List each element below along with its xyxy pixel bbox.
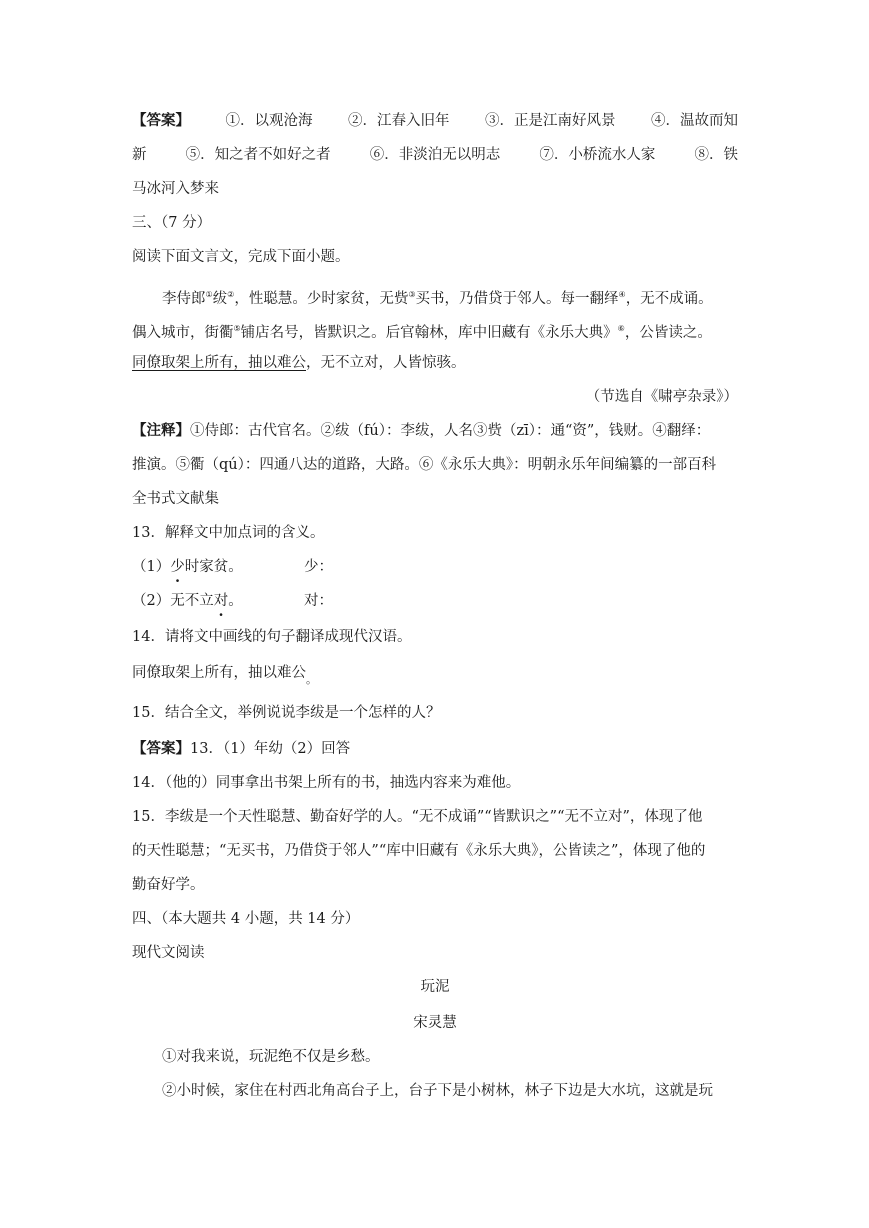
answer-item: ⑧．铁 <box>694 147 738 163</box>
answer-item: ③．正是江南好风景 <box>485 113 616 129</box>
question-14-sentence: 同僚取架上所有，抽以难公$_。$ <box>132 665 317 686</box>
notes-line-2: 推演。⑤衢（qú）：四通八达的道路，大路。⑥《永乐大典》：明朝永乐年间编纂的一部百科 <box>132 457 717 473</box>
answer-item: ①．以观沧海 <box>225 113 313 129</box>
notes-line-3: 全书式文献集 <box>132 491 219 507</box>
paragraph-1: ①对我来说，玩泥绝不仅是乡愁。 <box>162 1049 380 1065</box>
article-author: 宋灵慧 <box>413 1015 457 1031</box>
instruction: 阅读下面文言文，完成下面小题。 <box>132 249 350 265</box>
answer-15-line-2: 的天性聪慧；“无买书，乃借贷于邻人”“库中旧藏有《永乐大典》，公皆读之”，体现了他的 <box>132 843 706 859</box>
poetry-answer-line-1 <box>132 110 738 132</box>
answer-15-line-3: 勤奋好学。 <box>132 877 205 893</box>
source-citation: （节选自《啸亭杂录》） <box>585 389 738 405</box>
passage-line-1: 李侍郎①绂②，性聪慧。少时家贫，无赀③买书，乃借贷于邻人。每一翻绎④，无不成诵。 <box>162 290 713 307</box>
answer-item: ⑦．小桥流水人家 <box>539 147 656 163</box>
section-heading: 四、（本大题共 4 小题，共 14 分） <box>132 911 360 927</box>
question-15: 15．结合全文，举例说说李绂是一个怎样的人？ <box>132 705 441 721</box>
question-14: 14．请将文中画线的句子翻译成现代汉语。 <box>132 629 412 645</box>
question-13-2: （2）无不立对。 <box>132 593 243 609</box>
article-title: 玩泥 <box>420 979 450 995</box>
poetry-answer-line-2 <box>132 144 738 166</box>
answer-blank-13-1: 少： <box>304 559 333 575</box>
passage-line-2: 偶入城市，街衢⑤铺店名号，皆默识之。后官翰林，库中旧藏有《永乐大典》⑥，公皆读之。 <box>132 324 712 341</box>
dotted-word: 对 <box>213 593 229 609</box>
section-subheading: 现代文阅读 <box>132 945 205 961</box>
question-13: 13．解释文中加点词的含义。 <box>132 525 325 541</box>
answer-item: 马冰河入梦来 <box>132 181 219 197</box>
question-13-1: （1）少时家贫。 <box>132 559 243 575</box>
answer-14: 14．（他的）同事拿出书架上所有的书，抽选内容来为难他。 <box>132 775 521 791</box>
passage-line-3: 同僚取架上所有，抽以难公，无不立对，人皆惊骇。 <box>132 355 466 371</box>
underlined-sentence: 同僚取架上所有，抽以难公 <box>132 355 306 371</box>
answer-13: 【答案】13．（1）年幼（2）回答 <box>132 740 351 757</box>
section-heading: 三、（7 分） <box>132 215 212 231</box>
answer-blank-13-2: 对： <box>304 593 333 609</box>
notes-line-1: 【注释】①侍郎：古代官名。②绂（fú）：李绂，人名③赀（zī）：通“资”，钱财。④翻绎： <box>132 422 711 439</box>
answer-item: ⑤．知之者不如好之者 <box>185 147 331 163</box>
dotted-word: 少 <box>170 559 185 575</box>
answer-15-line-1: 15．李绂是一个天性聪慧、勤奋好学的人。“无不成诵”“皆默识之”“无不立对”，体现了他 <box>132 809 703 825</box>
paragraph-2: ②小时候，家住在村西北角高台子上，台子下是小树林，林子下边是大水坑，这就是玩 <box>162 1083 713 1099</box>
answer-item: 新 <box>132 147 147 163</box>
answer-item: ⑥．非淡泊无以明志 <box>369 147 501 163</box>
answer-label: 【答案】 <box>132 112 190 129</box>
answer-item: ④．温故而知 <box>651 113 738 129</box>
answer-item: ②．江春入旧年 <box>348 113 450 129</box>
